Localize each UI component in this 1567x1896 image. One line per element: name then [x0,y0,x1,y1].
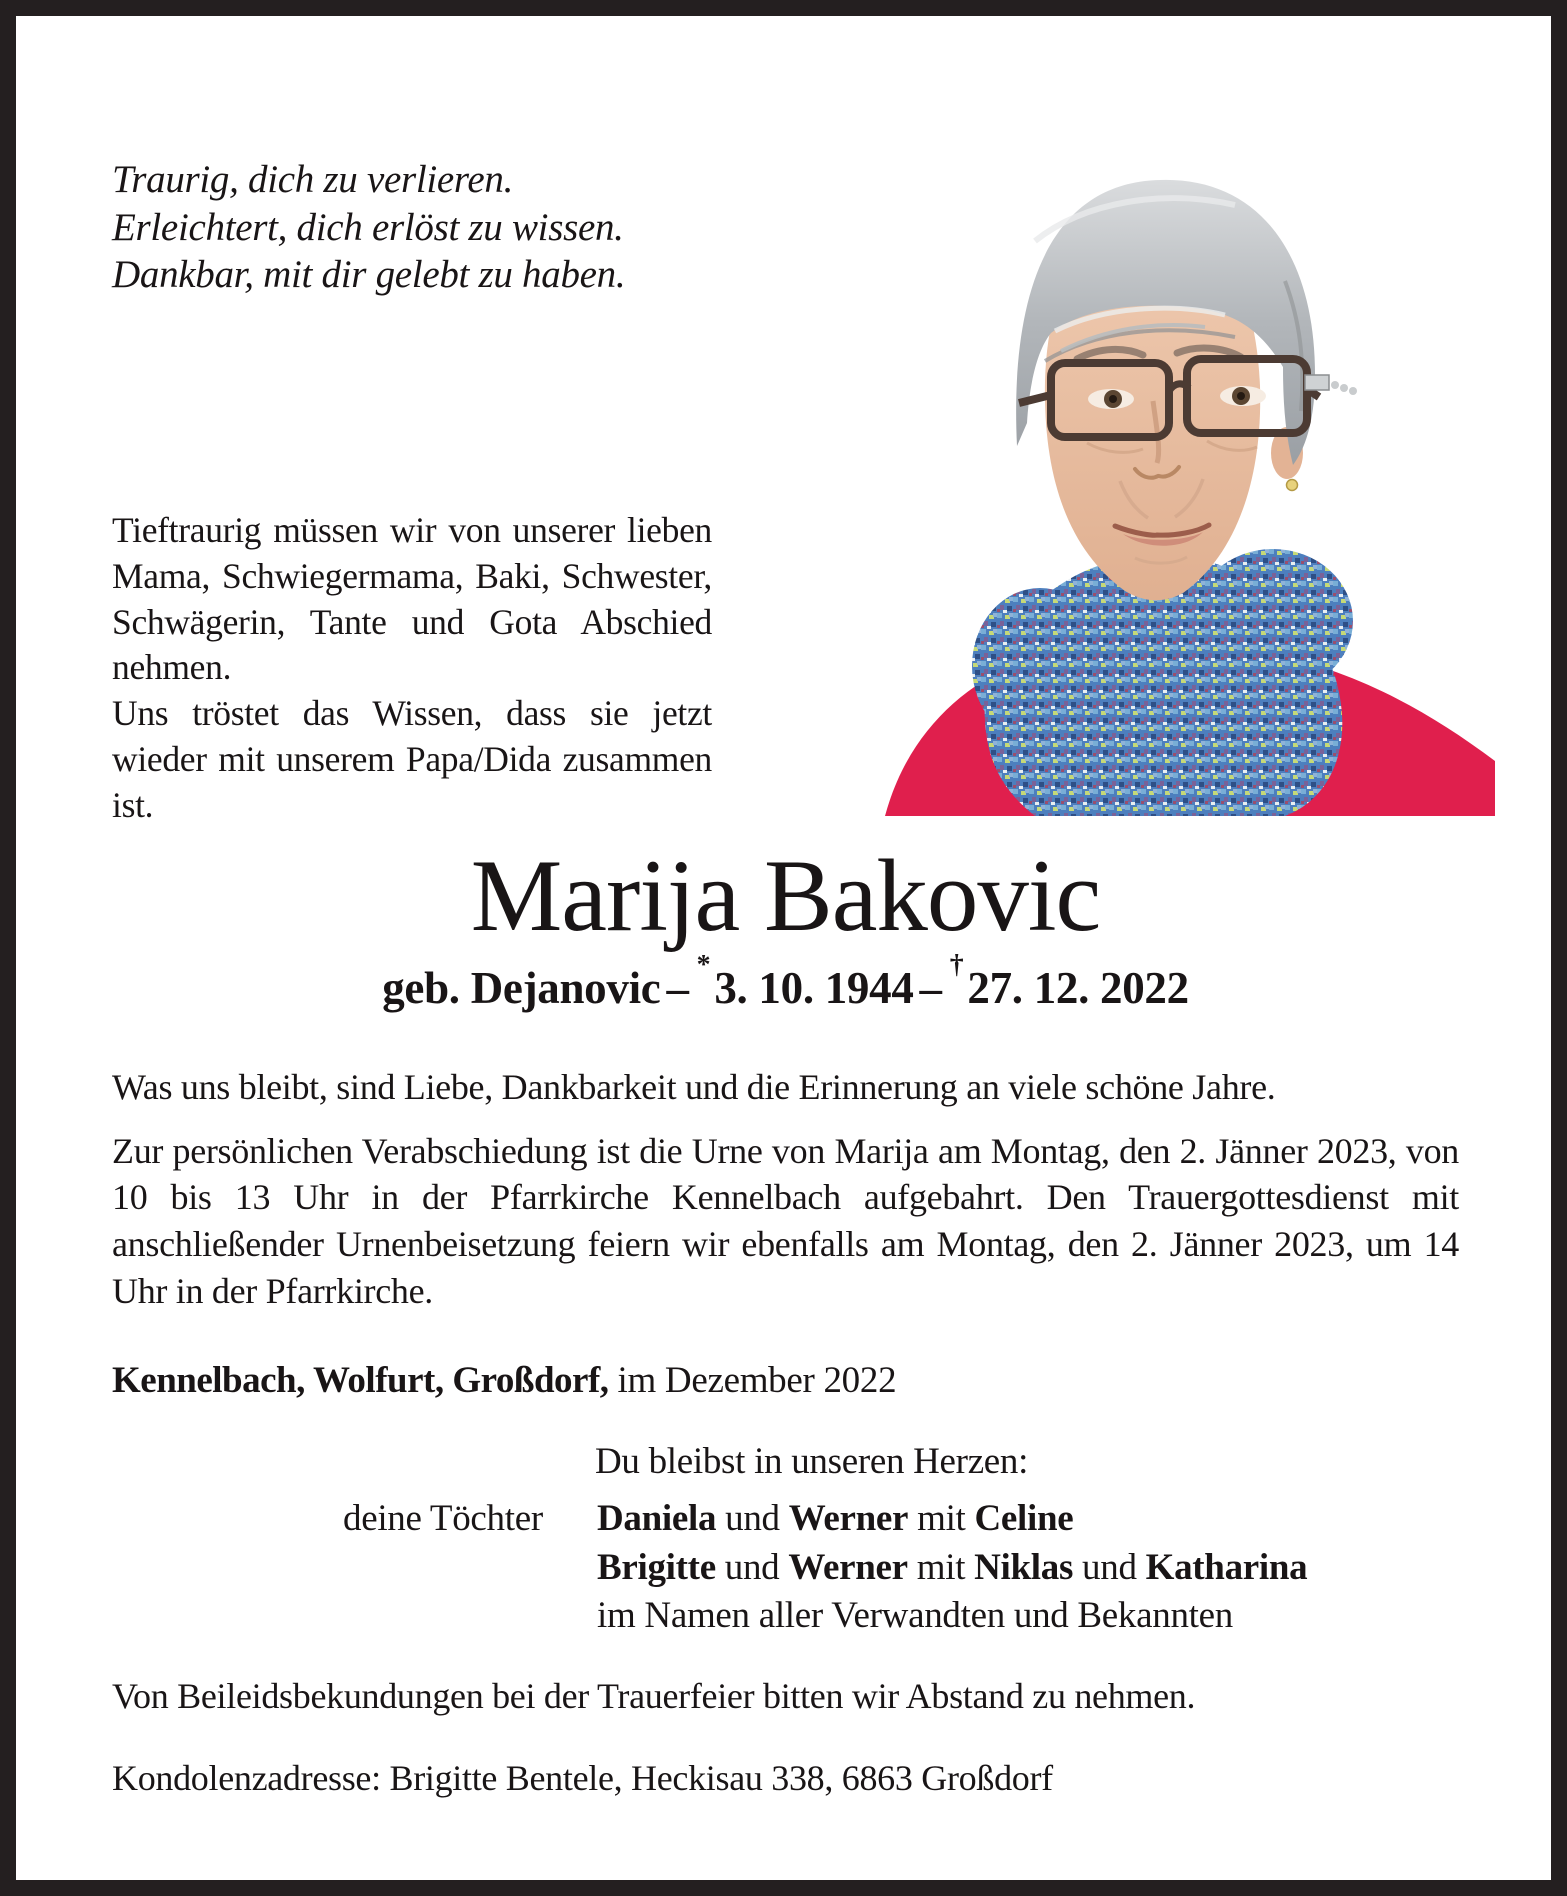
deceased-name: Marija Bakovic [470,839,1101,953]
verse-line: Traurig, dich zu verlieren. [112,158,514,201]
remembrance-paragraph: Was uns bleibt, sind Liebe, Dankbarkeit und die Erinnerung an viele schöne Jahre. [112,1066,1276,1107]
birth-star-symbol: * [696,949,711,981]
portrait-illustration [805,101,1495,816]
verse-line: Dankbar, mit dir gelebt zu haben. [112,253,626,297]
month-year: im Dezember 2022 [608,1359,897,1401]
conjunction: und [716,1497,789,1539]
family-name: Celine [974,1497,1074,1539]
conjunction: und [715,1546,789,1588]
maiden-name: geb. Dejanovic [382,962,661,1013]
family-name: Werner [788,1497,909,1539]
life-dates-line [112,949,1459,1014]
obituary-page [16,16,1551,1880]
death-date: 27. 12. 2022 [967,962,1189,1013]
opening-verse [112,156,625,299]
family-names [597,1495,1307,1641]
family-block [343,1495,1459,1641]
family-name: Katharina [1145,1546,1308,1588]
family-name: Daniela [597,1497,717,1539]
family-line-1 [597,1495,1307,1544]
family-name: Niklas [974,1546,1074,1588]
intro-sentence-1: Tieftraurig müssen wir von unserer lieben Mama, Schwiegermama, Baki, Schwester, Schwägerin, Tante und Gota Abschied nehmen. [112,510,712,688]
intro-paragraph [112,508,712,828]
family-line-2 [597,1544,1307,1593]
service-info-paragraph: Zur persönlichen Verabschiedung ist die Urne von Marija am Montag, den 2. Jänner 2023, von 10 bis 13 Uhr in der Pfarrkirche Kennelbach aufgebahrt. Den Trauergottesdienst mit anschließender Urnenbeisetzung feiern wir ebenfalls am Montag, den 2. Jänner 2023, um 14 Uhr in der Pfarrkirche. [112,1130,1459,1312]
portrait-photo [805,101,1495,816]
verse-line: Erleichtert, dich erlöst zu wissen. [112,205,624,249]
condolence-note: Von Beileidsbekundungen bei der Trauerfeier bitten wir Abstand zu nehmen. [112,1676,1196,1717]
intro-sentence-2: Uns tröstet das Wissen, dass sie jetzt wieder mit unserem Papa/Dida zusammen ist. [112,693,712,825]
condolence-address: Kondolenzadresse: Brigitte Bentele, Heckisau 338, 6863 Großdorf [112,1758,1053,1799]
conjunction: mit [908,1497,975,1539]
family-name: Brigitte [597,1546,716,1588]
conjunction: und [1073,1546,1146,1588]
death-cross-symbol: † [949,949,964,981]
glasses-hinge-detail [1305,375,1329,390]
birth-date: 3. 10. 1944 [714,962,914,1013]
conjunction: mit [907,1546,975,1588]
places-date-line [112,1359,1459,1402]
separator-dash: – [666,962,689,1013]
family-heading: Du bleibst in unseren Herzen: [595,1440,1029,1482]
top-section [112,16,1459,825]
family-label: deine Töchter [343,1497,543,1539]
earring [1287,480,1298,491]
separator-dash: – [919,962,942,1013]
places-bold: Kennelbach, Wolfurt, Großdorf, [112,1359,609,1401]
family-line-3: im Namen aller Verwandten und Bekannten [597,1595,1233,1637]
family-name: Werner [788,1546,908,1588]
